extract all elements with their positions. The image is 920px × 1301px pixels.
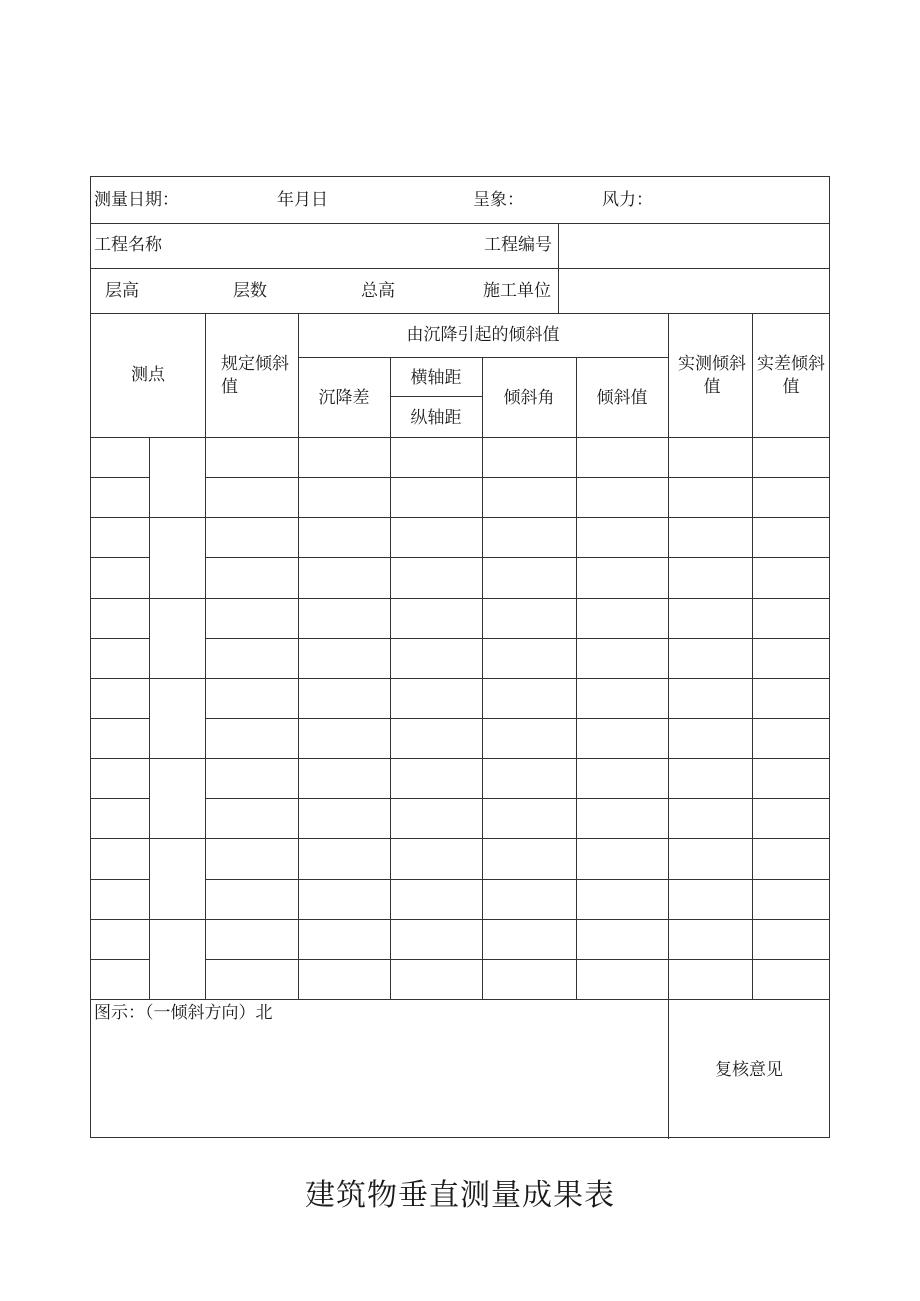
floors-label: 层数: [233, 281, 267, 301]
row-divider: [91, 798, 149, 799]
project-name-label: 工程名称: [94, 235, 162, 255]
col-divider: [390, 357, 391, 999]
specified-tilt-header: 规定倾斜值: [221, 354, 289, 397]
axis-divider: [390, 396, 482, 397]
col-divider: [668, 313, 669, 1139]
sub-header-divider: [298, 357, 668, 358]
project-no-label: 工程编号: [484, 235, 552, 255]
tilt-value-header: 倾斜值: [596, 388, 648, 408]
floor-height-label: 层高: [105, 281, 139, 301]
col-divider: [482, 357, 483, 999]
measured-tilt-header: 实测倾斜值: [678, 354, 746, 397]
row-divider: [91, 838, 829, 839]
difference-tilt-header: 实差倾斜值: [757, 354, 825, 397]
page-title: 建筑物垂直测量成果表: [305, 1178, 615, 1213]
row-divider: [91, 223, 829, 224]
row-divider: [91, 598, 829, 599]
row-divider: [91, 313, 829, 314]
col-divider: [576, 357, 577, 999]
row-divider: [91, 718, 149, 719]
row-divider: [91, 758, 829, 759]
col-divider: [752, 313, 753, 999]
row-divider: [91, 477, 149, 478]
weather-label: 呈象：: [473, 190, 524, 210]
row-divider: [91, 959, 149, 960]
total-height-label: 总高: [361, 281, 395, 301]
row-divider: [91, 517, 829, 518]
header-bottom-line: [91, 437, 829, 438]
settlement-diff-header: 沉降差: [318, 388, 370, 408]
col-divider: [149, 437, 150, 999]
col-divider: [298, 313, 299, 999]
review-label: 复核意见: [715, 1060, 783, 1080]
row-divider: [91, 638, 149, 639]
row-divider: [91, 678, 829, 679]
row-divider: [91, 879, 149, 880]
point-header: 测点: [131, 365, 165, 385]
col-divider: [205, 313, 206, 999]
settlement-tilt-header: 由沉降引起的倾斜值: [406, 325, 560, 345]
project-col-divider: [558, 223, 559, 313]
table-bottom-line: [91, 999, 829, 1000]
contractor-label: 施工单位: [483, 281, 551, 301]
diagram-label: 图示：（一倾斜方向）北: [94, 1003, 273, 1023]
tilt-angle-header: 倾斜角: [503, 388, 555, 408]
date-units: 年月日: [277, 190, 328, 210]
y-axis-dist-header: 纵轴距: [410, 408, 462, 428]
wind-label: 风力：: [602, 190, 653, 210]
x-axis-dist-header: 横轴距: [410, 368, 462, 388]
row-divider: [91, 268, 829, 269]
row-divider: [91, 557, 149, 558]
date-label: 测量日期：: [94, 190, 179, 210]
row-divider: [91, 919, 829, 920]
measurement-form: [90, 176, 830, 1138]
